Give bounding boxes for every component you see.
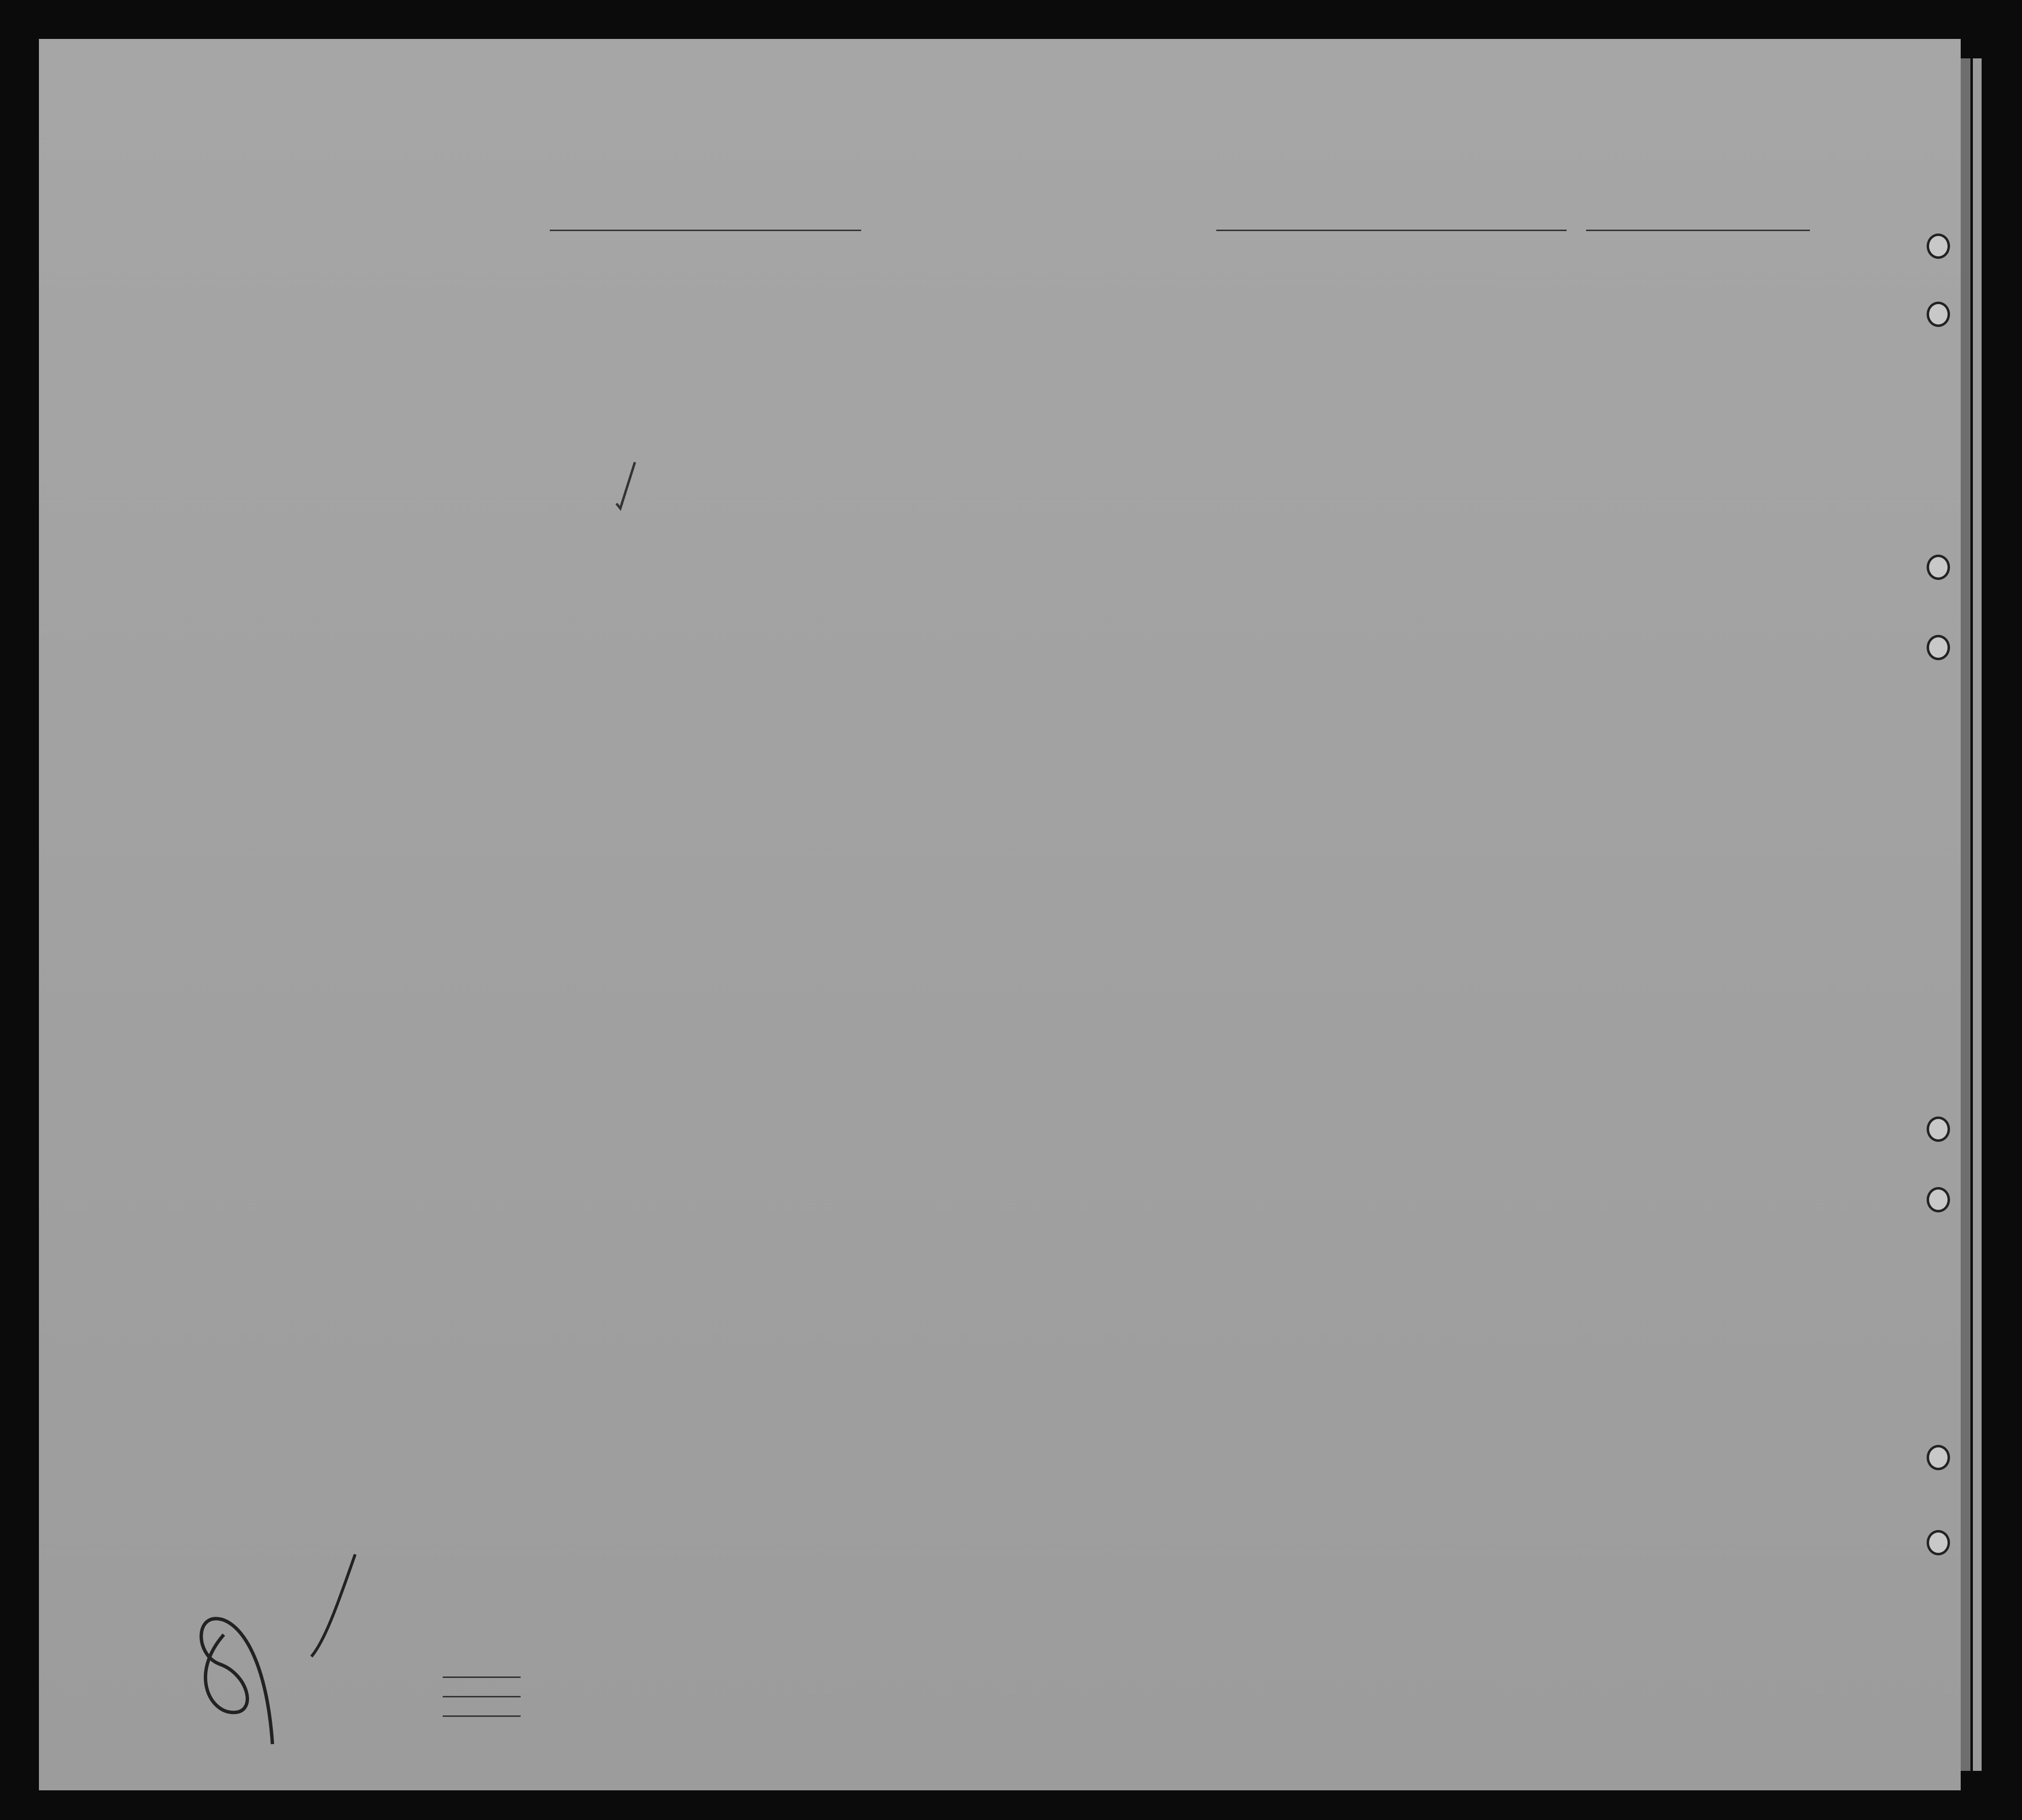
- hand-scribble: [180, 1552, 414, 1747]
- port-line: [1216, 230, 1567, 231]
- punch-hole: [1927, 1187, 1950, 1212]
- hand-check-mark: [615, 460, 640, 513]
- punch-hole: [1927, 1117, 1950, 1142]
- punch-hole: [1927, 1530, 1950, 1555]
- date-line: [1586, 230, 1810, 231]
- footer-total-line: [443, 1676, 521, 1678]
- punch-hole: [1927, 302, 1950, 327]
- ship-name-line: [550, 230, 861, 231]
- punch-hole: [1927, 635, 1950, 660]
- footer-citizens-line: [443, 1696, 521, 1697]
- footer-aliens-line: [443, 1715, 521, 1717]
- page-edge: [1961, 58, 1970, 1771]
- manifest-sheet: [39, 39, 1961, 1790]
- punch-hole: [1927, 1445, 1950, 1470]
- punch-hole: [1927, 555, 1950, 580]
- page-edge: [1973, 58, 1982, 1771]
- punch-hole: [1927, 234, 1950, 259]
